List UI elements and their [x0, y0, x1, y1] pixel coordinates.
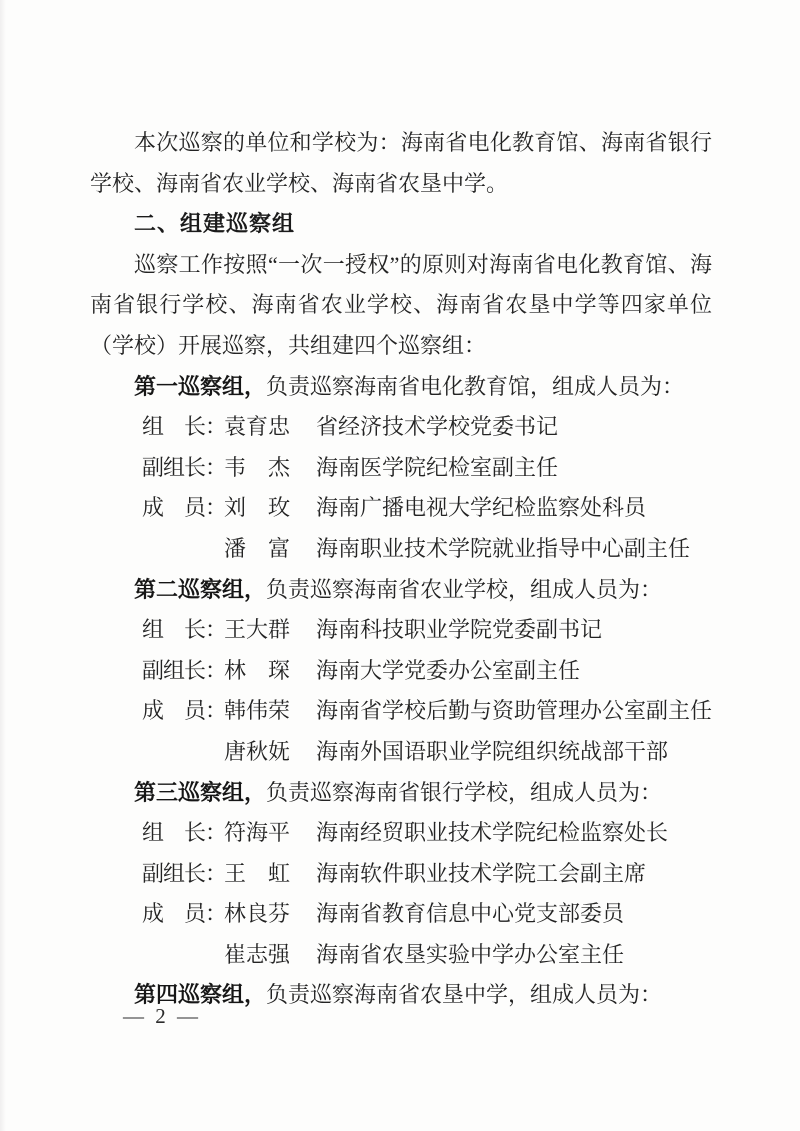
- member-row: [142, 529, 712, 570]
- group-4-desc: 负责巡察海南省农垦中学，组成人员为：: [266, 982, 663, 1008]
- member-row: [142, 488, 712, 529]
- section-heading: 二、组建巡察组: [134, 211, 296, 237]
- member-position: 海南外国语职业学院组织统战部干部: [316, 738, 669, 764]
- member-row: [142, 691, 712, 732]
- member-role-label: 成 员：: [142, 698, 227, 724]
- member-position: 海南职业技术学院就业指导中心副主任: [316, 535, 691, 561]
- member-role-label: 成 员：: [142, 901, 227, 927]
- member-row: [142, 407, 712, 448]
- member-position: 海南省农垦实验中学办公室主任: [316, 941, 625, 967]
- member-role-label: 副组长：: [142, 454, 227, 480]
- member-name: 王大群: [224, 617, 291, 643]
- group-1-desc: 负责巡察海南省电化教育馆，组成人员为：: [266, 373, 685, 399]
- member-position: 海南科技职业学院党委副书记: [316, 617, 603, 643]
- member-position: 海南省教育信息中心党支部委员: [316, 901, 625, 927]
- member-name: 符海平: [224, 820, 291, 846]
- member-role-label: 副组长：: [142, 657, 227, 683]
- document-body: [90, 123, 712, 1016]
- member-name: 王 虹: [224, 860, 291, 886]
- member-name: 韦 杰: [224, 454, 291, 480]
- member-role-label: [142, 935, 224, 976]
- group-3-desc: 负责巡察海南省银行学校，组成人员为：: [266, 779, 663, 805]
- member-role-label: 组 长：: [142, 617, 227, 643]
- member-role-label: [142, 529, 224, 570]
- group-2-desc: 负责巡察海南省农业学校，组成人员为：: [266, 576, 663, 602]
- group-2-title: 第二巡察组，: [134, 576, 267, 602]
- member-role-label: 组 长：: [142, 820, 227, 846]
- member-name: 刘 玫: [224, 495, 291, 521]
- member-row: [142, 894, 712, 935]
- page-number: — 2 —: [123, 1004, 201, 1028]
- group-4-title: 第四巡察组，: [134, 982, 267, 1008]
- group-3-title: 第三巡察组，: [134, 779, 267, 805]
- member-role-label: 副组长：: [142, 860, 227, 886]
- intro-paragraph: 本次巡察的单位和学校为：海南省电化教育馆、海南省银行学校、海南省农业学校、海南省农垦中学。: [90, 130, 712, 196]
- member-row: [142, 813, 712, 854]
- member-name: 潘 富: [224, 535, 291, 561]
- section-intro-paragraph: 巡察工作按照“一次一授权”的原则对海南省电化教育馆、海南省银行学校、海南省农业学校、海南省农垦中学等四家单位（学校）开展巡察，共组建四个巡察组：: [90, 251, 712, 358]
- member-position: 海南省学校后勤与资助管理办公室副主任: [316, 698, 713, 724]
- member-position: 海南医学院纪检室副主任: [316, 454, 559, 480]
- member-row: [142, 935, 712, 976]
- member-name: 袁育忠: [224, 414, 291, 440]
- member-row: [142, 651, 712, 692]
- member-row: [142, 854, 712, 895]
- group-2-lead: [90, 570, 712, 611]
- member-name: 唐秋妩: [224, 738, 291, 764]
- member-row: [142, 448, 712, 489]
- member-row: [142, 610, 712, 651]
- member-position: 省经济技术学校党委书记: [316, 414, 559, 440]
- member-position: 海南经贸职业技术学院纪检监察处长: [316, 820, 669, 846]
- group-3-lead: [90, 773, 712, 814]
- member-role-label: 成 员：: [142, 495, 227, 521]
- member-row: [142, 732, 712, 773]
- member-name: 林 琛: [224, 657, 291, 683]
- group-1-lead: [90, 367, 712, 408]
- member-name: 崔志强: [224, 941, 291, 967]
- member-position: 海南广播电视大学纪检监察处科员: [316, 495, 647, 521]
- member-role-label: 组 长：: [142, 414, 227, 440]
- member-name: 韩伟荣: [224, 698, 291, 724]
- member-name: 林良芬: [224, 901, 291, 927]
- group-1-title: 第一巡察组，: [134, 373, 267, 399]
- member-role-label: [142, 732, 224, 773]
- member-position: 海南软件职业技术学院工会副主席: [316, 860, 647, 886]
- member-position: 海南大学党委办公室副主任: [316, 657, 581, 683]
